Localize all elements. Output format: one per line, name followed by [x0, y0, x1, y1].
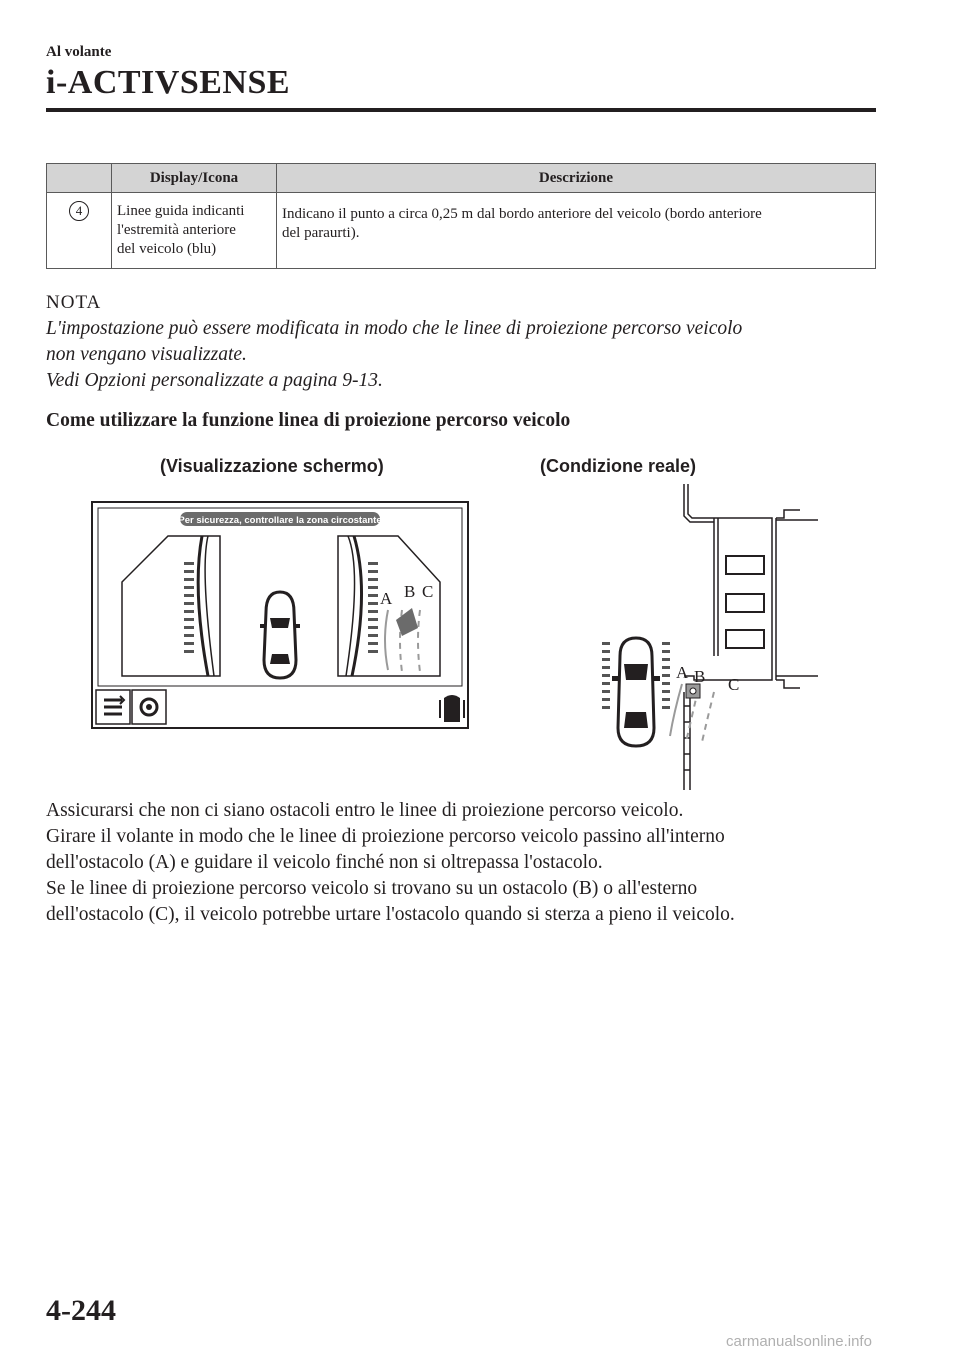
label-c: C: [422, 582, 434, 601]
row-display-cell: [112, 193, 277, 269]
description-line: Indicano il punto a circa 0,25 m dal bordo anteriore del veicolo (bordo anteriore: [282, 206, 762, 222]
page-title: i-ACTIVSENSE: [46, 64, 291, 101]
section-heading: Come utilizzare la funzione linea di proiezione percorso veicolo: [46, 410, 571, 431]
body-line: Se le linee di proiezione percorso veicolo si trovano su un ostacolo (B) o all'esterno: [46, 878, 698, 899]
table-header-description: Descrizione: [277, 164, 876, 193]
real-car: [612, 638, 660, 746]
label-a: A: [676, 663, 689, 682]
section-label: Al volante: [46, 44, 112, 60]
body-line: Girare il volante in modo che le linee di proiezione percorso veicolo passino all'interno: [46, 826, 725, 847]
row-number-cell: [47, 193, 112, 269]
label-a: A: [380, 589, 393, 608]
body-line: dell'ostacolo (C), il veicolo potrebbe urtare l'ostacolo quando si sterza a pieno il veicolo.: [46, 904, 735, 925]
wall-outline: [684, 484, 818, 688]
label-b: B: [694, 667, 706, 686]
table-header-row: [47, 164, 876, 193]
table-row: [47, 193, 876, 269]
table-header-blank: [47, 164, 112, 193]
display-line: Linee guida indicanti: [117, 203, 245, 219]
guide-ticks-left: [602, 642, 610, 709]
row-number-badge: 4: [69, 201, 89, 221]
settings-gear-icon: [132, 690, 166, 724]
guide-ticks-right: [662, 642, 670, 709]
note-line: non vengano visualizzate.: [46, 344, 247, 365]
body-line: dell'ostacolo (A) e guidare il veicolo finché non si oltrepassa l'ostacolo.: [46, 852, 603, 873]
curb-line: [684, 692, 690, 790]
table-header-display: Display/Icona: [112, 164, 277, 193]
screen-banner-text: Per sicurezza, controllare la zona circostante: [178, 515, 382, 526]
note-heading: NOTA: [46, 292, 102, 313]
display-line: l'estremità anteriore: [117, 222, 236, 238]
label-b: B: [404, 582, 416, 601]
screen-view-caption: (Visualizzazione schermo): [160, 456, 384, 476]
page-number: 4-244: [46, 1294, 116, 1327]
top-view-car: [260, 592, 300, 678]
view-switch-icon: [96, 690, 130, 724]
display-line: del veicolo (blu): [117, 241, 217, 257]
screen-display-illustration: [90, 500, 470, 732]
real-condition-illustration: [590, 480, 830, 792]
row-description-cell: [277, 193, 876, 269]
note-line: Vedi Opzioni personalizzate a pagina 9-13.: [46, 370, 383, 391]
description-line: del paraurti).: [282, 225, 360, 241]
body-line: Assicurarsi che non ci siano ostacoli entro le linee di proiezione percorso veicolo.: [46, 800, 684, 821]
note-line: L'impostazione può essere modificata in modo che le linee di proiezione percorso veicolo: [46, 318, 743, 339]
title-rule: [46, 108, 876, 112]
watermark: carmanualsonline.info: [726, 1333, 872, 1350]
real-condition-caption: (Condizione reale): [540, 456, 697, 476]
spec-table: [46, 163, 876, 269]
label-c: C: [728, 675, 740, 694]
